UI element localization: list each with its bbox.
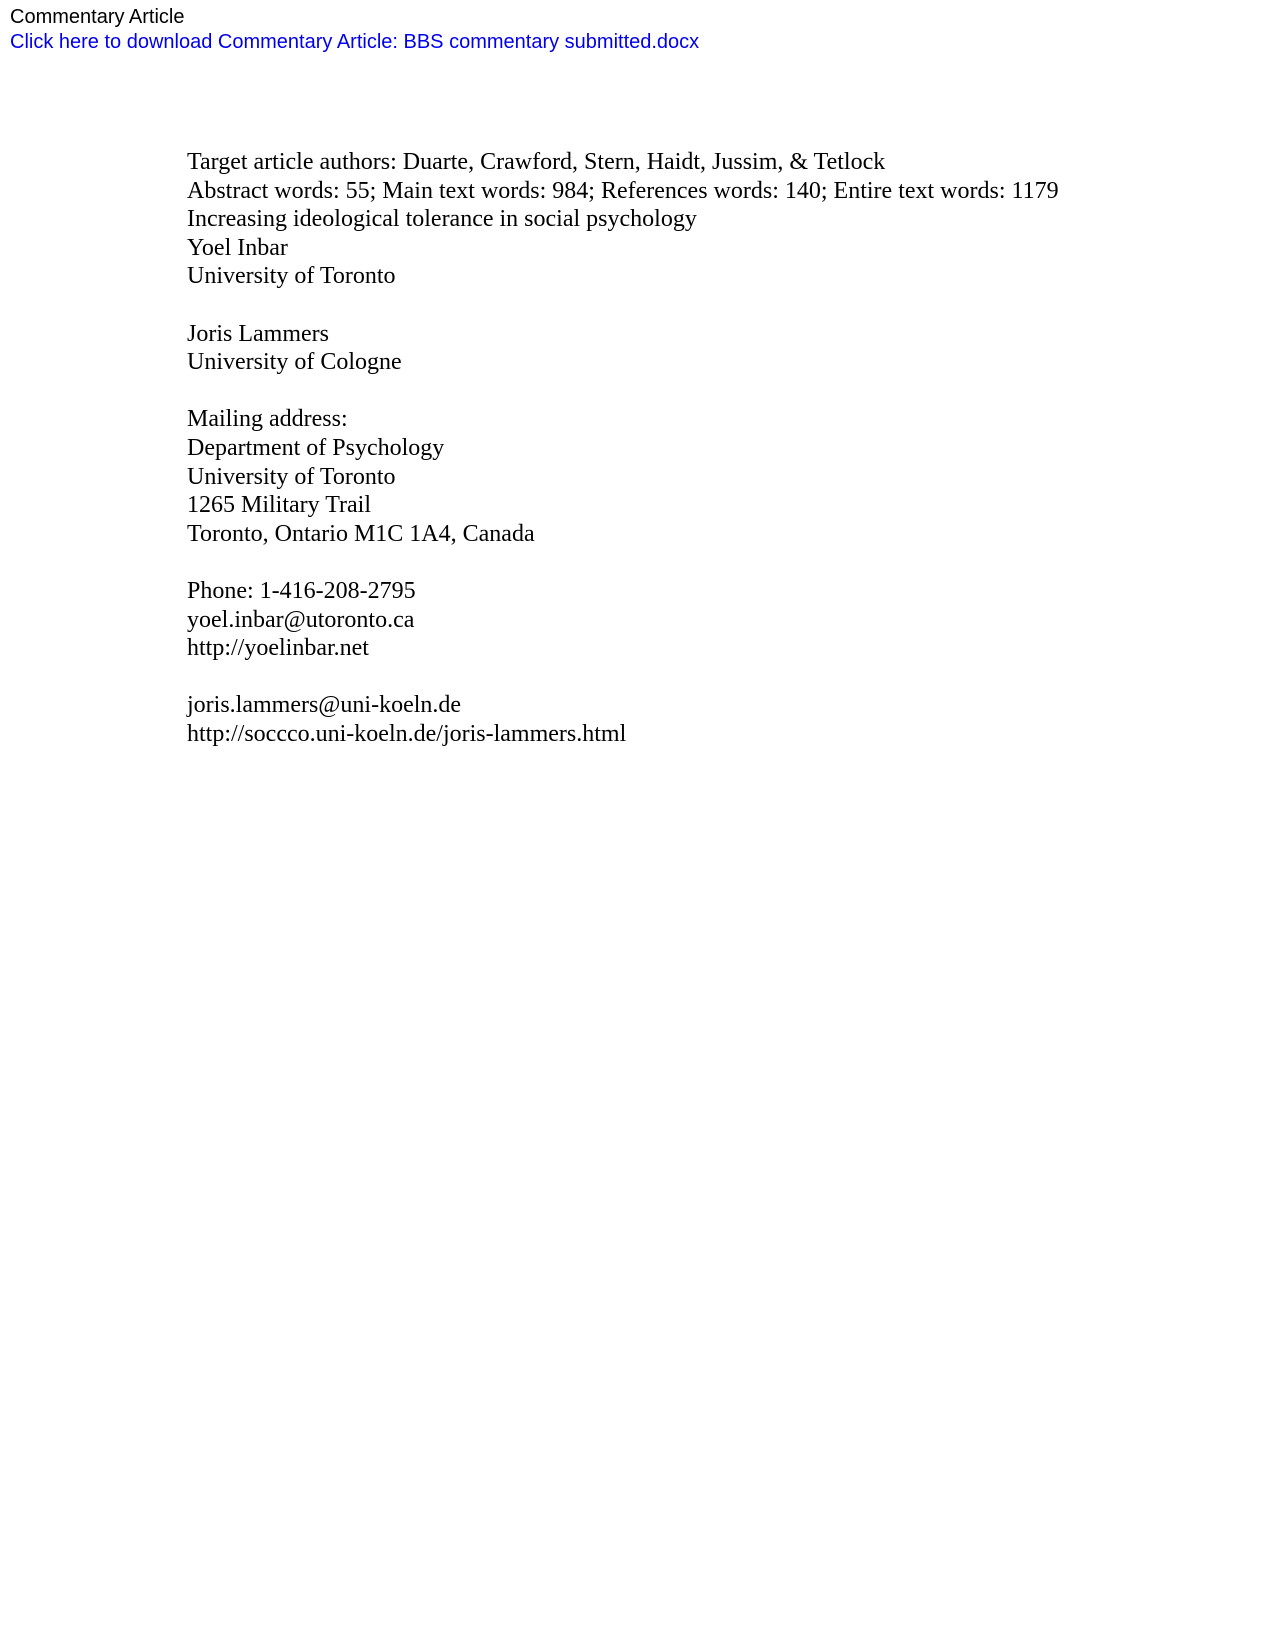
address-line: Toronto, Ontario M1C 1A4, Canada [187,520,535,547]
address-line: Department of Psychology [187,434,445,461]
email-address[interactable]: joris.lammers@uni-koeln.de [187,692,462,719]
email-address[interactable]: yoel.inbar@utoronto.ca [187,606,415,633]
document-body [187,148,1067,777]
author-block [187,234,1067,291]
mailing-address [187,405,1067,548]
word-counts: Abstract words: 55; Main text words: 984; References words: 140; Entire text words: 1179 [187,177,1059,204]
contact-block [187,691,1067,748]
website-url[interactable]: http://yoelinbar.net [187,635,369,662]
contact-block [187,606,1067,663]
mailing-label: Mailing address: [187,406,348,433]
author-affiliation: University of Toronto [187,263,396,290]
address-line: University of Toronto [187,463,396,490]
website-url[interactable]: http://soccco.uni-koeln.de/joris-lammers.html [187,720,627,747]
address-line: 1265 Military Trail [187,492,372,519]
author-name: Yoel Inbar [187,234,288,261]
article-type-label: Commentary Article [10,6,185,28]
author-affiliation: University of Cologne [187,349,402,376]
download-link[interactable]: Click here to download Commentary Article: BBS commentary submitted.docx [10,31,700,53]
phone-number: Phone: 1-416-208-2795 [187,577,416,604]
article-title: Increasing ideological tolerance in social psychology [187,206,697,233]
target-article-authors: Target article authors: Duarte, Crawford, Stern, Haidt, Jussim, & Tetlock [187,149,886,175]
author-block [187,320,1067,377]
author-name: Joris Lammers [187,320,329,347]
submission-header [10,5,699,55]
